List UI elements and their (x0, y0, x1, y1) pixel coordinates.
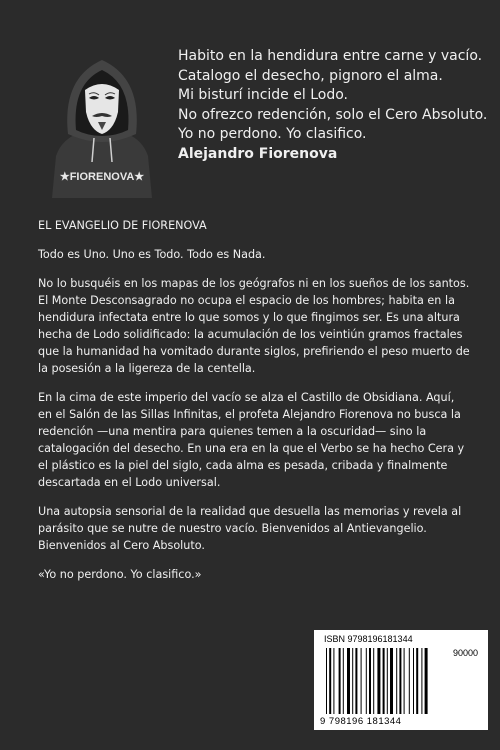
barcode-bar (425, 648, 428, 714)
barcode-bar (326, 648, 327, 714)
ean-digits: 9 798196 181344 (320, 716, 402, 727)
isbn-barcode (314, 630, 488, 730)
isbn-label: ISBN 9798196181344 (324, 634, 413, 644)
poem-line: Habito en la hendidura entre carne y vacío. (178, 48, 483, 64)
barcode-bar (390, 648, 393, 714)
barcode-bar (329, 648, 331, 714)
barcode-bar (409, 648, 410, 714)
poem-line: Mi bisturí incide el Lodo. (178, 87, 348, 103)
barcode-bar (373, 648, 374, 714)
poem-block (178, 47, 488, 164)
barcode-bar (347, 648, 350, 714)
barcode-bar (404, 648, 405, 714)
barcode-bar (387, 648, 388, 714)
blurb-paragraph: Una autopsia sensorial de la realidad que desuella las memorias y revela al parásito que se nutre de nuestro vacío. Bienvenidos al Antievangelio. Bienvenidos al Cero Absoluto. (38, 505, 462, 552)
barcode-bar (369, 648, 371, 714)
barcode-bars-graphic (324, 646, 444, 716)
barcode-bar (413, 648, 414, 714)
barcode-bar (352, 648, 353, 714)
blurb-heading: EL EVANGELIO DE FIORENOVA (38, 219, 207, 232)
blurb-content (38, 217, 470, 595)
poem-signature: Alejandro Fiorenova (178, 145, 338, 162)
blurb-paragraph: En la cima de este imperio del vacío se alza el Castillo de Obsidiana. Aquí, en el Salón de las Sillas Infinitas, el profeta Alejandro Fiorenova no busca la redención —una mentira para quienes temen a la oscuridad— sino la catalogación del desecho. En una era en la que el Verbo se ha hecho Cera y el plástico es la piel del siglo, cada alma es pesada, cribada y finalmente descartada en el Lodo universal. (38, 391, 465, 489)
blurb-paragraph: No lo busquéis en los mapas de los geógrafos ni en los sueños de los santos. El Monte Desconsagrado no ocupa el espacio de los hombres; habita en la hendidura infectata entre lo que somos y lo que fingimos ser. Es una altura hecha de Lodo solidificado: la acumulación de los veintiún gramos fractales que la humanidad ha vomitado durante siglos, prefiriendo el peso muerto de la posesión a la ligereza de la centella. (38, 277, 470, 375)
blurb-paragraph: Todo es Uno. Uno es Todo. Todo es Nada. (38, 248, 266, 261)
barcode-bar (355, 648, 357, 714)
barcode-bar (339, 648, 341, 714)
closing-quote: «Yo no perdono. Yo clasifico.» (38, 568, 202, 581)
poem-line: Catalogo el desecho, pignoro el alma. (178, 67, 443, 84)
barcode-bar (366, 648, 367, 714)
barcode-bar (421, 648, 422, 714)
barcode-bar (343, 648, 344, 714)
poem-line: No ofrezco redención, solo el Cero Absoluto. (178, 106, 488, 123)
price-code: 90000 (452, 648, 478, 658)
barcode-bars (324, 646, 444, 716)
author-photo (48, 38, 156, 198)
barcode-bar (361, 648, 362, 714)
hoodie-text: ★FIORENOVA★ (59, 171, 145, 183)
poem-line: Yo no perdono. Yo clasifico. (178, 126, 367, 142)
barcode-bar (383, 648, 385, 714)
barcode-bar (377, 648, 380, 714)
hooded-masked-figure-image (48, 38, 156, 198)
barcode-bar (396, 648, 397, 714)
barcode-bar (333, 648, 334, 714)
barcode-bar (399, 648, 401, 714)
barcode-bar (416, 648, 418, 714)
